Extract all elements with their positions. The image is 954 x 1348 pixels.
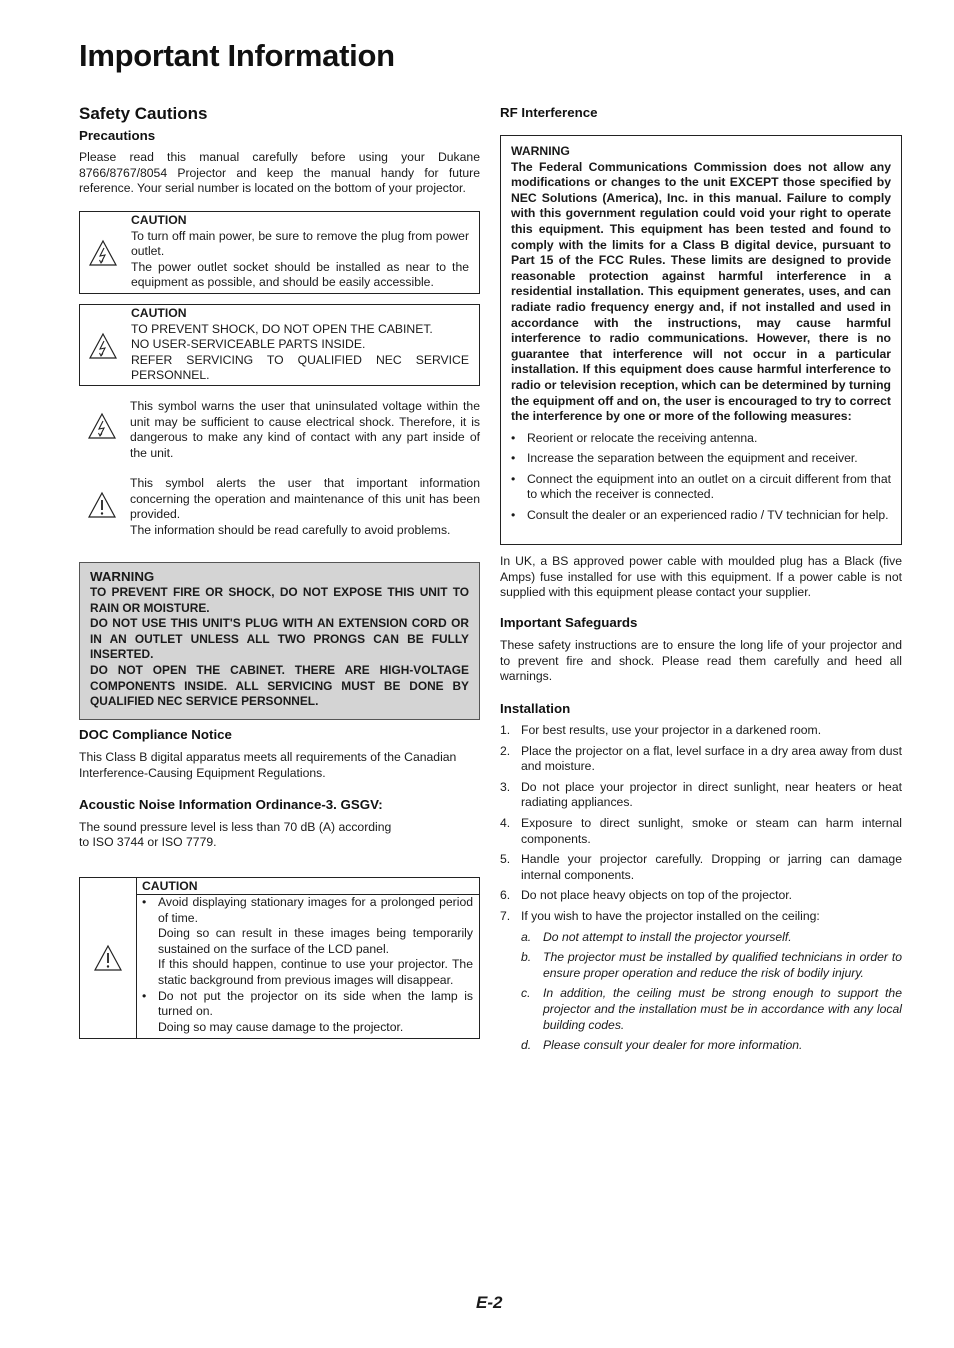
list-item — [500, 950, 902, 981]
caution-temporary-text: Doing so can result in these images being temporarily sustained on the surface of the LCD panel. — [158, 926, 473, 956]
item-text: If you wish to have the projector installed on the ceiling: — [521, 908, 820, 923]
acoustic-text-line2: to ISO 3744 or ISO 7779. — [79, 835, 217, 849]
measure-text: Reorient or relocate the receiving antenna. — [527, 430, 758, 445]
doc-compliance-text: This Class B digital apparatus meets all requirements of the Canadian Interference-Causing Equipment Regulations. — [79, 750, 457, 780]
list-item — [500, 780, 902, 811]
installation-list — [500, 723, 902, 1059]
safeguards-text: These safety instructions are to ensure the long life of your projector and to prevent fire and shock. Please read them carefully and heed all warnings. — [500, 638, 902, 684]
item-number: 3. — [500, 779, 511, 794]
list-item: • Connect the equipment into an outlet on a circuit different from that to which the receiver is connected. — [511, 471, 891, 502]
warning-label: WARNING — [90, 569, 155, 584]
item-text: The projector must be installed by qualified technicians in order to ensure proper operation and reduce the risk of bodily injury. — [543, 950, 902, 980]
item-number: 7. — [500, 908, 511, 923]
exclamation-warning-icon — [87, 491, 117, 519]
list-item: • Increase the separation between the equipment and receiver. — [511, 451, 858, 466]
lightning-warning-icon — [88, 239, 118, 267]
list-item — [500, 1038, 902, 1054]
important-safeguards-heading: Important Safeguards — [500, 615, 638, 630]
fcc-warning-text: The Federal Communications Commission does not allow any modifications or changes to the unit EXCEPT those specified by NEC Solutions (America), Inc. in this manual. Failure to comply with this government regulation could void your right to operate this equipment. This equipment has been tested and found to comply with the limits for a Class B digital device, pursuant to Part 15 of the FCC Rules. These limits are designed to provide reasonable protection against harmful interference in a residential installation. This equipment generates, uses, and can radiate radio frequency energy and, if not installed and used in accordance with the instructions, may cause harmful interference to radio communications. However, there is no guarantee that interference will not occur in a particular installation. If this equipment does cause harmful interference to radio or television reception, which can be determined by turning the equipment off and on, the user is encouraged to try to correct the interference by one or more of the following measures: — [511, 159, 891, 424]
item-text: In addition, the ceiling must be strong enough to support the projector and the installation must be in accordance with any local building codes. — [543, 986, 902, 1032]
item-text: Please consult your dealer for more information. — [543, 1038, 803, 1053]
list-item — [500, 744, 902, 775]
rf-measures-list — [511, 431, 891, 524]
caution-box-images — [79, 877, 480, 1039]
list-item: • Do not put the projector on its side when the lamp is turned on. — [142, 988, 473, 1019]
page-title: Important Information — [79, 38, 395, 73]
caution-icon-cell — [80, 878, 137, 1038]
item-text: For best results, use your projector in a darkened room. — [521, 723, 822, 737]
exclamation-warning-icon — [93, 944, 123, 972]
item-letter: b. — [521, 950, 532, 965]
measure-text: Increase the separation between the equipment and receiver. — [527, 451, 858, 466]
item-number: 2. — [500, 743, 511, 758]
item-text: Do not place heavy objects on top of the projector. — [521, 888, 793, 903]
caution-label: CAUTION — [131, 306, 187, 320]
item-number: 1. — [500, 723, 511, 737]
voltage-symbol-explanation: This symbol warns the user that uninsulated voltage within the unit may be sufficient to cause electrical shock. Therefore, it is dangerous to make any kind of contact with any part inside of the unit. — [130, 399, 480, 460]
caution-shock-line: TO PREVENT SHOCK, DO NOT OPEN THE CABINET. — [131, 321, 433, 336]
uk-power-cable-text: In UK, a BS approved power cable with moulded plug has a Black (five Amps) fuse installed for use with this equipment. If a power cable is not supplied with this equipment please contact your supplier. — [500, 554, 902, 600]
measure-text: Consult the dealer or an experienced radio / TV technician for help. — [527, 508, 889, 523]
caution-label: CAUTION — [131, 213, 187, 227]
list-item — [500, 909, 902, 925]
warning-moisture: TO PREVENT FIRE OR SHOCK, DO NOT EXPOSE THIS UNIT TO RAIN OR MOISTURE. — [90, 585, 469, 615]
caution-damage-text: Doing so may cause damage to the projector. — [158, 1019, 404, 1034]
item-text: Do not attempt to install the projector yourself. — [543, 929, 792, 944]
fire-shock-warning-box — [79, 562, 480, 720]
info-symbol-note: The information should be read carefully to avoid problems. — [130, 523, 451, 537]
item-letter: c. — [521, 986, 531, 1001]
caution-parts-line: NO USER-SERVICEABLE PARTS INSIDE. — [131, 337, 366, 352]
caution-label: CAUTION — [137, 878, 479, 895]
acoustic-text-line1: The sound pressure level is less than 70 dB (A) according — [79, 820, 392, 834]
rf-interference-heading: RF Interference — [500, 105, 598, 120]
precautions-heading: Precautions — [79, 128, 156, 143]
item-text: Handle your projector carefully. Dropping or jarring can damage internal components. — [521, 852, 902, 882]
caution-outlet-text: The power outlet socket should be installed as near to the equipment as possible, and should be easily accessible. — [131, 259, 469, 290]
item-text: Place the projector on a flat, level surface in a dry area away from dust and moisture. — [521, 743, 902, 774]
warning-label: WARNING — [511, 144, 570, 158]
fcc-warning-box — [500, 135, 902, 545]
lightning-warning-icon — [88, 332, 118, 360]
item-letter: d. — [521, 1038, 532, 1053]
list-item — [500, 723, 902, 739]
caution-box-power — [79, 211, 480, 294]
page-number: E-2 — [476, 1293, 503, 1312]
caution-list — [142, 895, 473, 1035]
info-symbol-explanation: This symbol alerts the user that important information concerning the operation and maintenance of this unit has been provided. — [130, 476, 480, 522]
caution-box-shock — [79, 304, 480, 386]
measure-text: Connect the equipment into an outlet on a circuit different from that to which the receiver is connected. — [527, 471, 891, 502]
safety-cautions-heading: Safety Cautions — [79, 104, 208, 123]
item-letter: a. — [521, 929, 532, 944]
acoustic-heading: Acoustic Noise Information Ordinance-3. GSGV: — [79, 797, 383, 812]
doc-compliance-heading: DOC Compliance Notice — [79, 727, 232, 742]
lightning-warning-icon — [87, 412, 117, 440]
caution-servicing-line: REFER SERVICING TO QUALIFIED NEC SERVICE PERSONNEL. — [131, 352, 469, 383]
installation-heading: Installation — [500, 701, 571, 716]
item-number: 5. — [500, 852, 511, 867]
list-item — [500, 888, 902, 904]
item-text: Exposure to direct sunlight, smoke or steam can harm internal components. — [521, 815, 902, 846]
warning-cabinet: DO NOT OPEN THE CABINET. THERE ARE HIGH-VOLTAGE COMPONENTS INSIDE. ALL SERVICING MUST BE DONE BY QUALIFIED NEC SERVICE PERSONNEL. — [90, 662, 469, 709]
warning-extension-cord: DO NOT USE THIS UNIT'S PLUG WITH AN EXTENSION CORD OR IN AN OUTLET UNLESS ALL TWO PRONGS CAN BE FULLY INSERTED. — [90, 616, 469, 662]
caution-stationary-images: Avoid displaying stationary images for a prolonged period of time. — [158, 895, 473, 925]
intro-paragraph: Please read this manual carefully before using your Dukane 8766/8767/8054 Projector and keep the manual handy for future reference. Your serial number is located on the bottom of your projector. — [79, 150, 480, 196]
list-item: • Avoid displaying stationary images for a prolonged period of time. — [142, 895, 473, 925]
list-item — [500, 816, 902, 847]
caution-side-placement: Do not put the projector on its side when the lamp is turned on. — [158, 988, 473, 1019]
item-text: Do not place your projector in direct sunlight, near heaters or heat radiating appliances. — [521, 779, 902, 810]
list-item: • Consult the dealer or an experienced radio / TV technician for help. — [511, 508, 889, 523]
item-number: 6. — [500, 888, 511, 903]
list-item — [500, 986, 902, 1033]
list-item: • Reorient or relocate the receiving antenna. — [511, 430, 758, 445]
item-number: 4. — [500, 815, 511, 830]
list-item — [500, 930, 902, 946]
caution-power-text: To turn off main power, be sure to remove the plug from power outlet. — [131, 228, 469, 259]
list-item — [500, 852, 902, 883]
caution-continue-text: If this should happen, continue to use your projector. The static background from previous images will disappear. — [158, 957, 473, 987]
